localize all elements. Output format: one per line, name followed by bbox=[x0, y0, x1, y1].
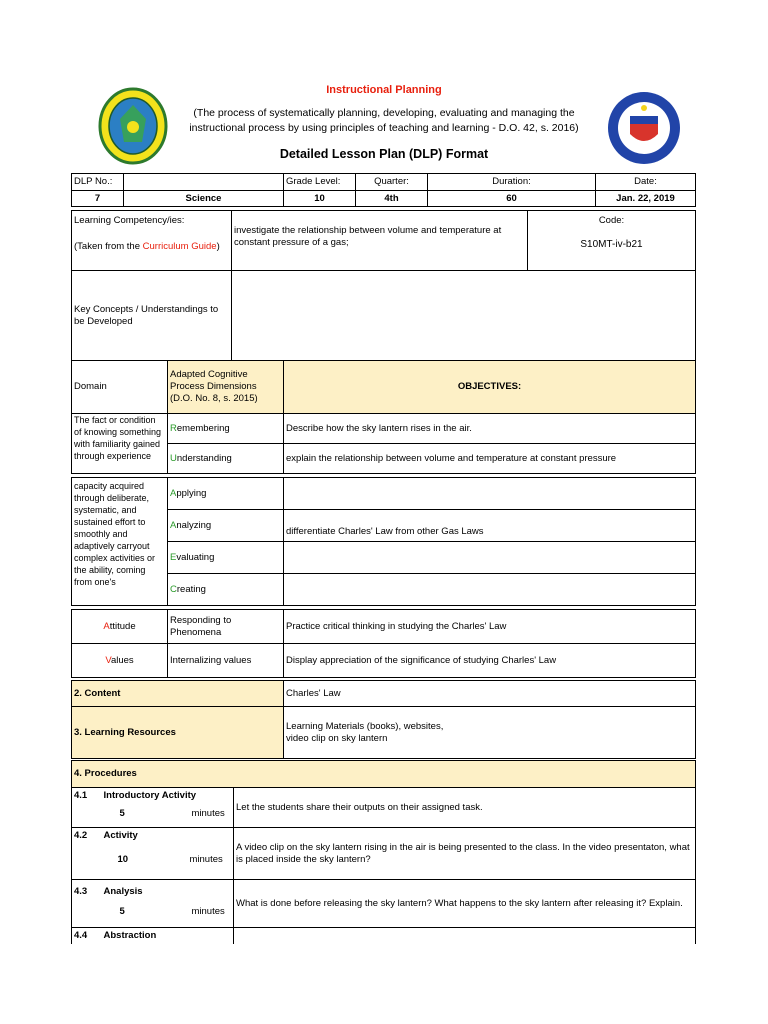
process-analyzing-initial: A bbox=[170, 519, 177, 531]
procedure-title-cell bbox=[102, 828, 234, 880]
procedure-minutes: 5 bbox=[119, 906, 125, 917]
procedure-minutes: 5 bbox=[119, 808, 125, 819]
objective-applying bbox=[284, 478, 696, 510]
resources-label: 3. Learning Resources bbox=[72, 707, 284, 759]
process-applying-rest: pplying bbox=[176, 487, 207, 499]
competency-table bbox=[71, 210, 696, 361]
date-value: Jan. 22, 2019 bbox=[596, 191, 696, 207]
process-creating bbox=[168, 574, 284, 606]
objective-remembering: Describe how the sky lantern rises in the air. bbox=[284, 414, 696, 444]
date-label: Date: bbox=[596, 174, 696, 191]
procedure-minutes-unit: minutes bbox=[189, 854, 223, 865]
objective-understanding: explain the relationship between volume and temperature at constant pressure bbox=[284, 444, 696, 474]
competency-text: investigate the relationship between volume and temperature at constant pressure of a gas; bbox=[232, 211, 528, 271]
process-understanding-initial: U bbox=[170, 452, 177, 464]
attitude-label bbox=[72, 610, 168, 644]
attitude-rest: ttitude bbox=[109, 620, 136, 632]
quarter-label: Quarter: bbox=[356, 174, 428, 191]
procedure-minutes: 10 bbox=[117, 854, 129, 865]
objective-analyzing: differentiate Charles' Law from other Gas Laws bbox=[284, 510, 696, 542]
attitude-process: Responding to Phenomena bbox=[168, 610, 284, 644]
procedure-title-cell bbox=[102, 880, 234, 928]
procedure-num: 4.4 bbox=[72, 928, 102, 944]
procedure-title: Analysis bbox=[103, 886, 143, 897]
key-concepts-label: Key Concepts / Understandings to be Developed bbox=[72, 271, 232, 361]
process-remembering bbox=[168, 414, 284, 444]
procedure-minutes-line bbox=[104, 906, 232, 918]
objective-creating bbox=[284, 574, 696, 606]
objectives-table bbox=[71, 360, 696, 474]
process-understanding-rest: nderstanding bbox=[176, 452, 232, 464]
procedure-title-cell bbox=[102, 788, 234, 828]
code-value: S10MT-iv-b21 bbox=[580, 239, 643, 250]
objectives-header: OBJECTIVES: bbox=[284, 361, 696, 414]
resources-value bbox=[284, 707, 696, 759]
taken-from-prefix: (Taken from the bbox=[74, 241, 143, 252]
process-analyzing bbox=[168, 510, 284, 542]
procedure-num: 4.3 bbox=[72, 880, 102, 928]
procedure-text: Let the students share their outputs on their assigned task. bbox=[234, 788, 696, 828]
code-label: Code: bbox=[598, 215, 625, 226]
taken-from-suffix: ) bbox=[216, 241, 220, 252]
procedure-title: Introductory Activity bbox=[103, 790, 197, 801]
info-table bbox=[71, 173, 696, 207]
attitude-objective: Practice critical thinking in studying the Charles' Law bbox=[284, 610, 696, 644]
taken-from-line bbox=[74, 241, 229, 253]
content-label: 2. Content bbox=[72, 681, 284, 707]
values-label bbox=[72, 644, 168, 678]
process-creating-initial: C bbox=[170, 583, 177, 595]
values-process: Internalizing values bbox=[168, 644, 284, 678]
page-heading: Instructional Planning bbox=[326, 84, 442, 96]
values-rest: alues bbox=[110, 654, 134, 666]
process-creating-rest: reating bbox=[176, 583, 206, 595]
subject-value: Science bbox=[124, 191, 284, 207]
process-applying bbox=[168, 478, 284, 510]
procedure-minutes-unit: minutes bbox=[191, 906, 225, 917]
dlp-no-value: 7 bbox=[72, 191, 124, 207]
procedure-text: A video clip on the sky lantern rising in the air is being presented to the class. In the video presentaton, what is placed inside the sky lantern? bbox=[234, 828, 696, 880]
procedure-minutes-line bbox=[104, 808, 232, 820]
process-understanding bbox=[168, 444, 284, 474]
attitude-initial: A bbox=[103, 620, 110, 632]
objective-evaluating bbox=[284, 542, 696, 574]
procedure-num: 4.2 bbox=[72, 828, 102, 880]
process-evaluating-initial: E bbox=[170, 551, 177, 563]
procedure-num: 4.1 bbox=[72, 788, 102, 828]
affective-table bbox=[71, 609, 696, 678]
values-initial: V bbox=[105, 654, 111, 666]
domain-header: Domain bbox=[72, 361, 168, 414]
process-remembering-rest: emembering bbox=[176, 422, 230, 434]
procedure-title: Activity bbox=[103, 830, 138, 841]
resources-line-1: Learning Materials (books), websites, bbox=[286, 720, 444, 732]
procedure-minutes-unit: minutes bbox=[191, 808, 225, 819]
process-evaluating bbox=[168, 542, 284, 574]
duration-value: 60 bbox=[428, 191, 596, 207]
procedures-label: 4. Procedures bbox=[72, 761, 696, 788]
process-remembering-initial: R bbox=[170, 422, 177, 434]
quarter-value: 4th bbox=[356, 191, 428, 207]
values-objective: Display appreciation of the significance of studying Charles' Law bbox=[284, 644, 696, 678]
content-value: Charles' Law bbox=[284, 681, 696, 707]
process-applying-initial: A bbox=[170, 487, 177, 499]
grade-level-label: Grade Level: bbox=[284, 174, 356, 191]
process-evaluating-rest: valuating bbox=[176, 551, 215, 563]
procedure-text bbox=[234, 928, 696, 944]
knowledge-domain: The fact or condition of knowing something with familiarity gained through experience bbox=[72, 414, 168, 474]
procedure-text: What is done before releasing the sky lantern? What happens to the sky lantern after releasing it? Explain. bbox=[234, 880, 696, 928]
procedure-minutes-line bbox=[104, 854, 232, 866]
duration-label: Duration: bbox=[428, 174, 596, 191]
page-description: (The process of systematically planning, developing, evaluating and managing the instructional process by using principles of teaching and learning - D.O. 42, s. 2016) bbox=[189, 107, 579, 134]
grade-level-value: 10 bbox=[284, 191, 356, 207]
dlp-no-label: DLP No.: bbox=[72, 174, 124, 191]
dlp-no-spacer bbox=[124, 174, 284, 191]
skills-domain: capacity acquired through deliberate, systematic, and sustained effort to smoothly and adaptively carryout complex activities or the ability, coming from one's bbox=[72, 478, 168, 606]
code-cell bbox=[528, 211, 696, 271]
dlp-format-title: Detailed Lesson Plan (DLP) Format bbox=[279, 147, 489, 161]
competency-label-cell bbox=[72, 211, 232, 271]
procedures-table bbox=[71, 760, 696, 944]
content-table bbox=[71, 680, 696, 759]
resources-line-2: video clip on sky lantern bbox=[286, 732, 388, 744]
curriculum-guide-text: Curriculum Guide bbox=[142, 241, 217, 252]
key-concepts-value bbox=[232, 271, 696, 361]
skills-table bbox=[71, 477, 696, 606]
procedure-title: Abstraction bbox=[102, 928, 234, 944]
process-analyzing-rest: nalyzing bbox=[176, 519, 212, 531]
competency-label: Learning Competency/ies: bbox=[74, 215, 185, 226]
adapted-header: Adapted Cognitive Process Dimensions (D.O. No. 8, s. 2015) bbox=[168, 361, 284, 414]
